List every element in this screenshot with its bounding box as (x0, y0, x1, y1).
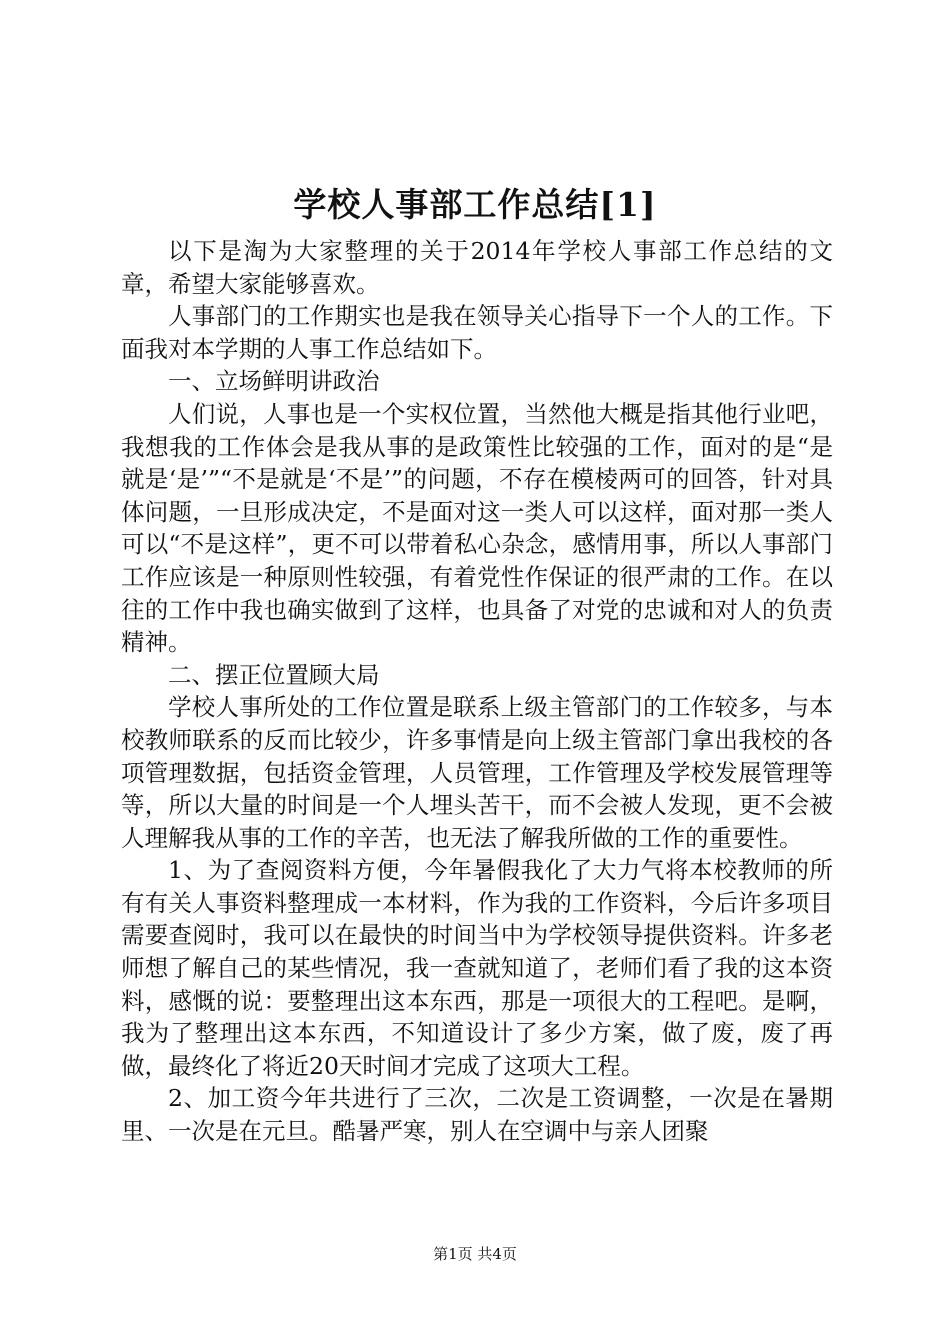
paragraph-intro: 以下是淘为大家整理的关于2014年学校人事部工作总结的文章，希望大家能够喜欢。 (121, 237, 833, 298)
paragraph-section-2: 学校人事所处的工作位置是联系上级主管部门的工作较多，与本校教师联系的反而比较少，许多事情是向上级主管部门拿出我校的各项管理数据，包括资金管理，人员管理，工作管理及学校发展管理等等，所以大量的时间是一个人埋头苦干，而不会被人发现，更不会被人理解我从事的工作的辛苦，也无法了解我所做的工作的重要性。 (121, 693, 833, 852)
section-heading-1: 一、立场鲜明讲政治 (168, 367, 380, 396)
page-footer: 第1页 共4页 (433, 1245, 517, 1263)
document-body (121, 235, 833, 1148)
paragraph-item-2: 2、加工资今年共进行了三次，二次是工资调整，一次是在暑期里、一次是在元旦。酷暑严寒，别人在空调中与亲人团聚 (121, 1084, 833, 1146)
document-title: 学校人事部工作总结[1] (293, 185, 657, 224)
paragraph-preface: 人事部门的工作期实也是我在领导关心指导下一个人的工作。下面我对本学期的人事工作总结如下。 (121, 302, 833, 363)
paragraph-item-1: 1、为了查阅资料方便，今年暑假我化了大力气将本校教师的所有有关人事资料整理成一本材料，作为我的工作资料，今后许多项目需要查阅时，我可以在最快的时间当中为学校领导提供资料。许多老师想了解自己的某些情况，我一查就知道了，老师们看了我的这本资料，感慨的说：要整理出这本东西，那是一项很大的工程吧。是啊，我为了整理出这本东西，不知道设计了多少方案，做了废，废了再做，最终化了将近20天时间才完成了这项大工程。 (121, 856, 833, 1080)
section-heading-2: 二、摆正位置顾大局 (168, 660, 380, 689)
paragraph-section-1: 人们说，人事也是一个实权位置，当然他大概是指其他行业吧，我想我的工作体会是我从事的是政策性比较强的工作，面对的是“是就是‘是’”“不是就是‘不是’”的问题，不存在模棱两可的回答，针对具体问题，一旦形成决定，不是面对这一类人可以这样，面对那一类人可以“不是这样”，更不可以带着私心杂念，感情用事，所以人事部门工作应该是一种原则性较强，有着党性作保证的很严肃的工作。在以往的工作中我也确实做到了这样，也具备了对党的忠诚和对人的负责精神。 (121, 399, 833, 657)
